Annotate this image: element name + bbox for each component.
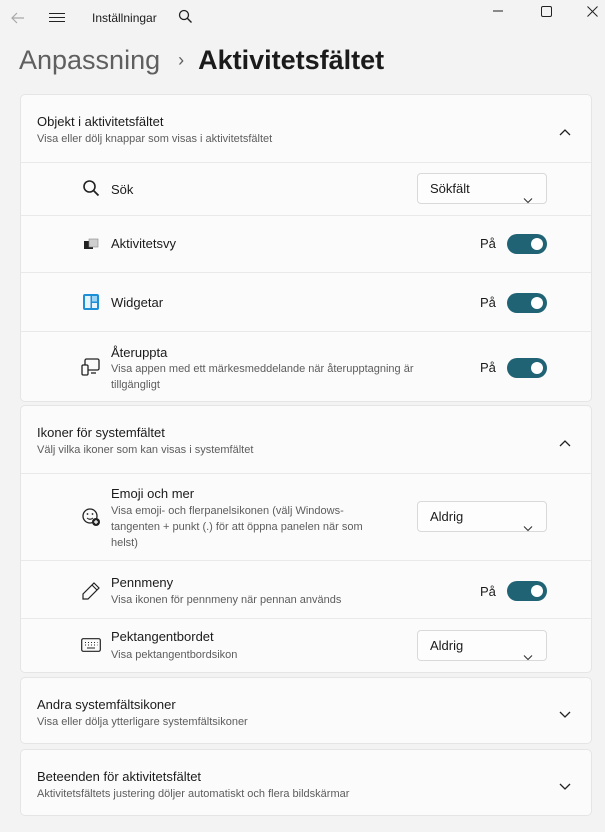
setting-title: Widgetar [111, 295, 164, 310]
keyboard-icon [81, 635, 101, 655]
section-header-tray-icons[interactable] [21, 406, 591, 473]
setting-description-line-1: Visa appen med ett märkesmeddelande när återupptagning är [111, 363, 414, 375]
toggle-knob [531, 362, 543, 374]
chevron-down-icon [523, 513, 533, 520]
chevron-down-icon [523, 185, 533, 192]
section-subtitle: Visa eller dölja ytterligare systemfältsikoner [37, 716, 248, 728]
toggle-knob [531, 585, 543, 597]
page-title: Aktivitetsfältet [198, 44, 385, 75]
setting-row-resume [21, 331, 591, 401]
section-other-tray-icons[interactable] [20, 677, 592, 744]
chevron-down-icon[interactable] [559, 706, 573, 716]
section-header-taskbar-behaviors[interactable] [21, 750, 591, 817]
setting-description-line-3: helst) [111, 537, 138, 549]
setting-row-search [21, 162, 591, 215]
maximize-button[interactable] [523, 0, 569, 22]
section-header-taskbar-items[interactable] [21, 95, 591, 162]
toggle-state-label: På [480, 584, 496, 599]
close-button[interactable] [569, 0, 605, 22]
setting-title: Pennmeny [111, 575, 174, 590]
dropdown-value: Aldrig [430, 509, 464, 524]
section-title: Beteenden för aktivitetsfältet [37, 769, 202, 784]
window-title: Inställningar [92, 11, 157, 25]
section-title: Objekt i aktivitetsfältet [37, 114, 164, 129]
widgets-toggle[interactable] [507, 293, 547, 313]
section-title: Ikoner för systemfältet [37, 425, 165, 440]
resume-devices-icon [81, 357, 101, 377]
setting-description-line-2: tillgängligt [111, 379, 160, 391]
touch-keyboard-dropdown[interactable] [417, 630, 547, 661]
chevron-up-icon[interactable] [559, 123, 573, 133]
pen-menu-toggle[interactable] [507, 581, 547, 601]
toggle-knob [531, 238, 543, 250]
setting-row-taskview [21, 215, 591, 272]
dropdown-value: Aldrig [430, 638, 464, 653]
chevron-up-icon[interactable] [559, 434, 573, 444]
setting-row-touch-keyboard [21, 618, 591, 671]
setting-row-pen [21, 560, 591, 618]
taskview-toggle[interactable] [507, 234, 547, 254]
hamburger-menu-icon[interactable] [49, 10, 67, 26]
setting-title: Pektangentbordet [111, 629, 214, 644]
section-subtitle: Visa eller dölj knappar som visas i aktivitetsfältet [37, 133, 273, 145]
chevron-down-icon [523, 642, 533, 649]
emoji-icon [81, 507, 101, 527]
setting-description-line-1: Visa emoji- och flerpanelsikonen (välj Windows- [111, 505, 344, 517]
setting-description-line-2: tangenten + punkt (.) för att öppna panelen när som [111, 521, 363, 533]
section-subtitle: Välj vilka ikoner som kan visas i systemfältet [37, 444, 254, 456]
section-taskbar-behaviors[interactable] [20, 749, 592, 816]
setting-row-widgets [21, 272, 591, 331]
breadcrumb-parent-link[interactable]: Anpassning [19, 44, 161, 75]
search-icon[interactable] [178, 9, 194, 25]
search-mode-dropdown[interactable] [417, 173, 547, 204]
dropdown-value: Sökfält [430, 181, 470, 196]
setting-title: Emoji och mer [111, 486, 195, 501]
chevron-down-icon[interactable] [559, 778, 573, 788]
section-tray-icons [20, 405, 592, 673]
setting-title: Återuppta [111, 345, 168, 360]
breadcrumb [19, 42, 384, 78]
widgets-icon [81, 292, 101, 312]
back-arrow-icon[interactable] [8, 8, 28, 28]
section-title: Andra systemfältsikoner [37, 697, 176, 712]
title-bar [0, 0, 605, 36]
section-subtitle: Aktivitetsfältets justering döljer automatiskt och flera bildskärmar [37, 788, 350, 800]
section-header-other-tray-icons[interactable] [21, 678, 591, 745]
emoji-visibility-dropdown[interactable] [417, 501, 547, 532]
toggle-knob [531, 297, 543, 309]
setting-description: Visa pektangentbordsikon [111, 649, 238, 661]
minimize-button[interactable] [475, 0, 521, 22]
search-icon [81, 178, 101, 198]
toggle-state-label: På [480, 295, 496, 310]
setting-title: Aktivitetsvy [111, 236, 177, 251]
toggle-state-label: På [480, 236, 496, 251]
task-view-icon [81, 234, 101, 254]
setting-row-emoji [21, 473, 591, 560]
breadcrumb-chevron-icon: › [178, 49, 185, 70]
resume-toggle[interactable] [507, 358, 547, 378]
section-taskbar-items [20, 94, 592, 402]
toggle-state-label: På [480, 360, 496, 375]
setting-description: Visa ikonen för pennmeny när pennan används [111, 594, 342, 606]
setting-title: Sök [111, 182, 134, 197]
pen-icon [81, 581, 101, 601]
